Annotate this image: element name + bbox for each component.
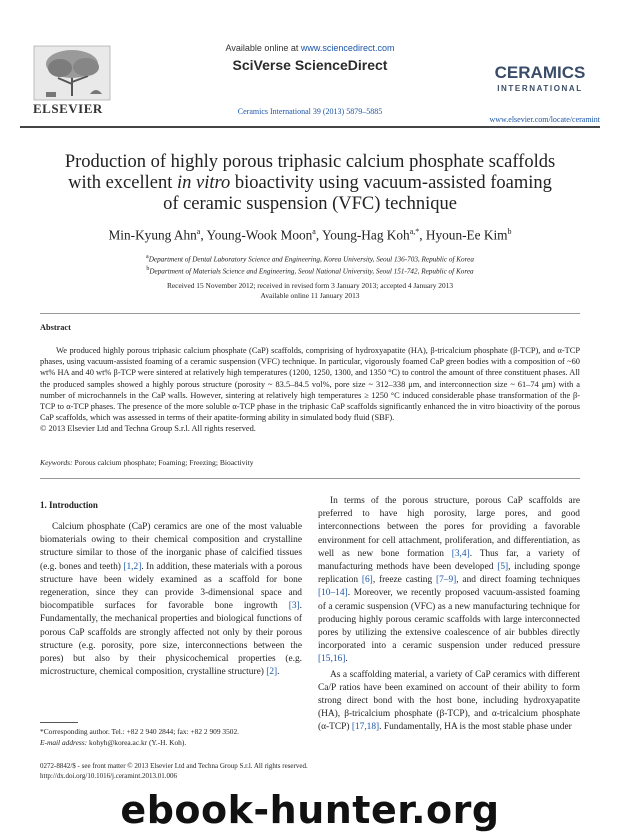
- citation-link[interactable]: [1,2]: [123, 561, 142, 572]
- affiliation-marker: b: [146, 265, 150, 272]
- text-run: .: [277, 667, 280, 678]
- citation-link[interactable]: [3]: [288, 601, 300, 612]
- author-name[interactable]: Young-Hag Koh: [322, 227, 410, 243]
- author-name[interactable]: Young-Wook Moon: [206, 227, 313, 243]
- text-run: As a scaffolding material, a variety of CaP ceramics with different Ca/P ratios have been examined on account of their ability to form strong direct bond with the host bone, including hydroxyapatite (HA), β-tricalcium phosphate (β-TCP), and α-tricalcium phosphate (α-TCP): [318, 669, 580, 733]
- header-rule: [20, 126, 600, 128]
- citation-link[interactable]: [7–9]: [435, 575, 457, 586]
- text-run: In terms of the porous structure, porous CaP scaffolds are preferred to have high porosity, large pores, and good interconnections between the pores for providing a favorable environment for cell attachment, proliferation, and differentiation, as well as new bone formation: [318, 496, 580, 559]
- platform-wordmark: SciVerse ScienceDirect: [232, 57, 388, 73]
- keywords-line: [40, 458, 254, 467]
- email-address[interactable]: kohyh@korea.ac.kr (Y.-H. Koh).: [87, 737, 187, 747]
- affiliations: [0, 253, 620, 277]
- affiliation-text: Department of Dental Laboratory Science and Engineering, Korea University, Seoul 136-703, Republic of Korea: [148, 255, 474, 264]
- title-italic-in-vitro: in vitro: [176, 173, 231, 193]
- intro-paragraph: [318, 669, 580, 735]
- abstract-top-rule: [40, 313, 580, 314]
- keywords-label: Keywords:: [40, 458, 73, 467]
- title-line-1: Production of highly porous triphasic calcium phosphate scaffolds: [64, 152, 556, 172]
- citation-link[interactable]: [3,4]: [451, 548, 470, 559]
- left-column: [40, 521, 302, 679]
- title-line-3: of ceramic suspension (VFC) technique: [163, 194, 457, 214]
- citation-link[interactable]: [17,18]: [351, 722, 380, 733]
- author-name[interactable]: Hyoun-Ee Kim: [425, 227, 508, 243]
- issn-line: 0272-8842/$ - see front matter © 2013 Elsevier Ltd and Techna Group S.r.l. All rights reserved.: [40, 762, 308, 770]
- front-matter-info: [40, 762, 308, 781]
- sciencedirect-link[interactable]: www.sciencedirect.com: [300, 43, 395, 53]
- author-list: Min-Kyung Ahn$^a$, Young-Wook Moon$^a$, Young-Hag Koh$^{a,*}$, Hyoun-Ee Kim$^b$: [108, 227, 512, 243]
- watermark-text: ebook-hunter.org: [120, 788, 500, 832]
- footnote-rule: [40, 722, 78, 723]
- abstract-text: We produced highly porous triphasic calcium phosphate (CaP) scaffolds, comprising of hydroxyapatite (HA), β-tricalcium phosphate (β-TCP), and α-TCP phases, using vacuum-assisted foaming of a ceramic suspension (VFC) technique. In particular, vigorously foamed CaP green bodies with a composition of ~60 wt% HA and 40 wt% β-TCP were sintered at relatively high temperatures (1200, 1250, 1300, and 1350 °C) to control the amount of three constituent phases. All the produced samples showed a highly porous structure (porosity ~ 83.5–84.5 vol%, pore size ~ 312–338 μm, and interconnection size ~ 61–74 μm) with a number of microchannels in the CaP walls. However, sintering at relatively high temperatures ≥ 1250 °C induced considerable phase transformation of the β-TCP to α-TCP phases. The presence of the more soluble α-TCP phase in the triphasic CaP scaffolds significantly enhanced the in vitro bioactivity of the porous CaP scaffolds, which was assessed in terms of their apatite-forming ability in simulated body fluid (SBF).: [40, 346, 580, 423]
- abstract-body: [40, 345, 580, 435]
- corresponding-author-footnote: [40, 727, 302, 748]
- abstract-bottom-rule: [40, 478, 580, 479]
- author-affiliation-marker: a: [196, 227, 201, 236]
- text-run: , including sponge replication: [318, 562, 580, 586]
- text-run: , freeze casting: [372, 575, 436, 586]
- abstract-copyright: © 2013 Elsevier Ltd and Techna Group S.r.l. All rights reserved.: [40, 424, 256, 434]
- affiliation-text: Department of Materials Science and Engineering, Seoul National University, Seoul 151-742, Republic of Korea: [149, 267, 474, 276]
- available-online-date: Available online 11 January 2013: [260, 291, 360, 300]
- received-dates: Received 15 November 2012; received in revised form 3 January 2013; accepted 4 January 2013: [166, 281, 454, 290]
- email-label: E-mail address:: [40, 737, 88, 747]
- author-affiliation-marker: b: [507, 227, 512, 236]
- text-run: . Thus far, a variety of manufacturing methods have been developed: [318, 548, 580, 573]
- journal-subtitle: INTERNATIONAL: [497, 84, 583, 93]
- intro-paragraph: [318, 495, 580, 667]
- citation-link[interactable]: [15,16]: [318, 654, 346, 665]
- section-heading-introduction: 1. Introduction: [40, 500, 98, 510]
- title-line-2c: bioactivity using vacuum-assisted foaming: [230, 173, 552, 193]
- publisher-wordmark: ELSEVIER: [33, 101, 103, 116]
- citation-link[interactable]: [6]: [361, 575, 373, 586]
- title-line-2a: with excellent: [68, 173, 177, 193]
- text-run: . Fundamentally, HA is the most stable phase under: [379, 722, 572, 733]
- available-prefix: Available online at: [225, 43, 301, 53]
- citation-link[interactable]: [10–14]: [318, 588, 348, 599]
- intro-paragraph: [40, 521, 302, 679]
- author-name[interactable]: Min-Kyung Ahn: [108, 227, 197, 243]
- abstract-heading: Abstract: [40, 323, 71, 332]
- article-title: [40, 152, 580, 215]
- availability-line: [0, 43, 620, 53]
- text-run: , and direct foaming techniques: [456, 575, 580, 586]
- right-column: [318, 495, 580, 735]
- text-run: .: [345, 654, 348, 665]
- author-affiliation-marker: a: [312, 227, 316, 236]
- journal-logo: [480, 63, 600, 96]
- text-run: Calcium phosphate (CaP) ceramics are one of the most valuable biomaterials owing to their chemical composition and crystalline structure similar to those of the inorganic phase of calcified tissues (e.g. bones and teeth): [40, 522, 302, 572]
- article-history: [0, 281, 620, 301]
- journal-homepage-link[interactable]: www.elsevier.com/locate/ceramint: [489, 115, 600, 124]
- citation-link[interactable]: [2]: [266, 667, 278, 678]
- citation-link[interactable]: [5]: [497, 562, 509, 573]
- corresponding-author-text: *Corresponding author. Tel.: +82 2 940 2844; fax: +82 2 909 3502.: [40, 727, 240, 736]
- text-run: . Moreover, we recently proposed vacuum-assisted foaming of a ceramic suspension (VFC) as a new manufacturing technique for producing highly porous ceramic scaffolds with large interconnected pores by utilizing the extensive coalescence of air bubbles directly incorporated into a ceramic suspension under reduced pressure: [318, 588, 580, 652]
- journal-citation[interactable]: Ceramics International 39 (2013) 5879–5885: [237, 107, 383, 116]
- text-run: . Fundamentally, the mechanical properties and biological functions of porous CaP scaffolds are strongly affected not only by their porous structure (e.g. porosity, pore size, interconnections between the pores) but also by their physicochemical properties (e.g. microstructure, chemical composition, crystalline structure): [40, 601, 302, 678]
- doi-link[interactable]: http://dx.doi.org/10.1016/j.ceramint.2013.01.006: [40, 771, 177, 780]
- keywords-list: Porous calcium phosphate; Foaming; Freezing; Bioactivity: [74, 458, 254, 467]
- author-affiliation-marker: a,*: [409, 227, 420, 236]
- affiliation-marker: a: [146, 254, 149, 260]
- journal-title: CERAMICS: [494, 63, 586, 82]
- text-run: . In addition, these materials with a porous structure have been widely examined as a scaffold for bone regeneration, since they can provide 3-dimensional space and biocompatible surfaces for favorable bone ingrowth: [40, 561, 302, 612]
